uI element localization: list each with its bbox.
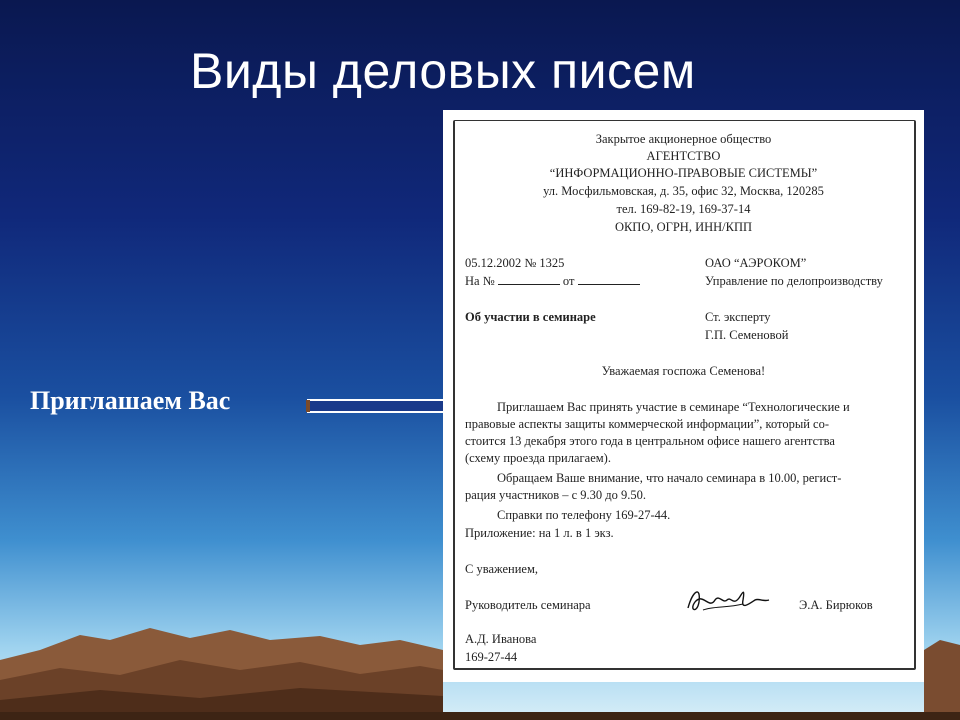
executor-phone: 169-27-44 (465, 650, 518, 664)
recipient-org: ОАО “АЭРОКОМ” (705, 256, 807, 270)
ref-from: от (562, 274, 575, 288)
org-type: Закрытое акционерное общество (595, 132, 772, 146)
org-address: ул. Мосфильмовская, д. 35, офис 32, Москва, 120285 (543, 184, 824, 198)
recipient-role: Ст. эксперту (705, 310, 771, 324)
ref-date-blank (578, 274, 640, 285)
handwritten-signature (683, 580, 773, 620)
body-line: Приглашаем Вас принять участие в семинаре “Технологические и (497, 400, 850, 414)
body-line: стоится 13 декабря этого года в центральном офисе нашего агентства (465, 434, 835, 448)
signer-name: Э.А. Бирюков (799, 598, 873, 612)
letter-subject: Об участии в семинаре (465, 310, 596, 324)
body-line: правовые аспекты защиты коммерческой информации”, который со- (465, 417, 830, 431)
org-codes: ОКПО, ОГРН, ИНН/КПП (614, 220, 753, 234)
body-line: Обращаем Ваше внимание, что начало семинара в 10.00, регист- (497, 471, 842, 485)
org-name-line2: “ИНФОРМАЦИОННО-ПРАВОВЫЕ СИСТЕМЫ” (549, 166, 818, 180)
slide-caption: Приглашаем Вас (30, 386, 231, 415)
body-line: рация участников – с 9.30 до 9.50. (465, 488, 647, 502)
recipient-dept: Управление по делопроизводству (705, 274, 883, 288)
recipient-name: Г.П. Семеновой (705, 328, 789, 342)
ref-number-blank (498, 274, 560, 285)
org-name-line1: АГЕНТСТВО (646, 149, 721, 163)
reference-line (465, 274, 640, 289)
letter-document (443, 110, 924, 682)
body-line: Справки по телефону 169-27-44. (497, 508, 671, 522)
date-number: 05.12.2002 № 1325 (465, 256, 565, 270)
executor-name: А.Д. Иванова (465, 632, 537, 646)
attachment-note: Приложение: на 1 л. в 1 экз. (465, 526, 614, 540)
org-phones: тел. 169-82-19, 169-37-14 (616, 202, 751, 216)
ref-prefix: На № (465, 274, 495, 288)
salutation: Уважаемая госпожа Семенова! (601, 364, 766, 378)
body-line: (схему проезда прилагаем). (465, 451, 611, 465)
closing: С уважением, (465, 562, 538, 576)
slide-title: Виды деловых писем (190, 43, 696, 99)
signer-role: Руководитель семинара (465, 598, 591, 612)
